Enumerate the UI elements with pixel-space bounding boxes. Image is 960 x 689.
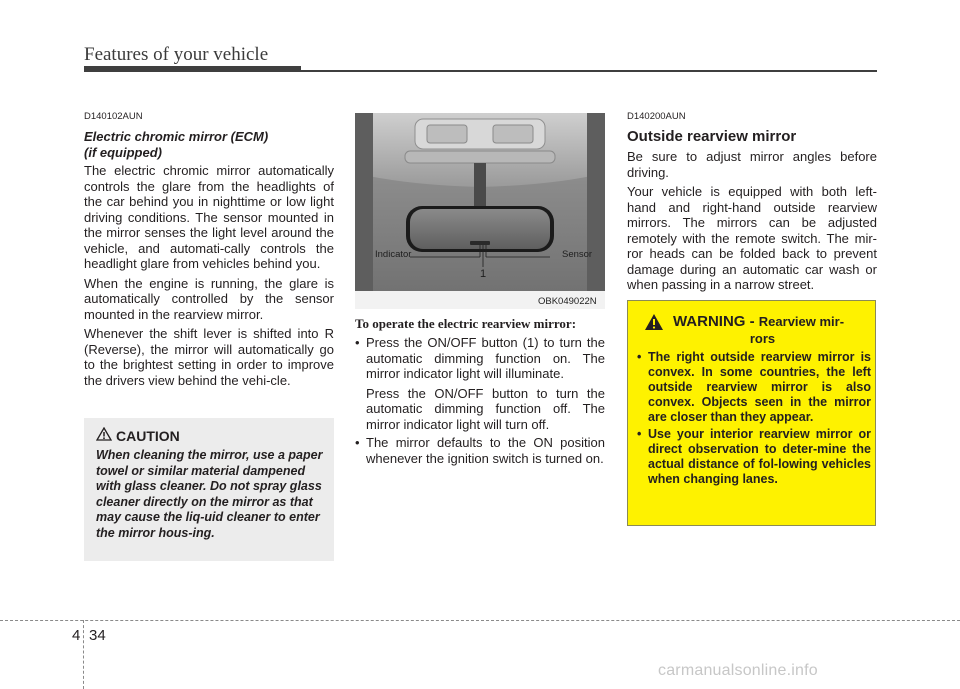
watermark: carmanualsonline.info bbox=[658, 662, 818, 679]
list-item bbox=[355, 335, 605, 432]
operation-list bbox=[355, 335, 605, 466]
warning-list bbox=[637, 350, 871, 489]
bullet-subtext: Press the ON/OFF button to turn the automatic dimming function off. The mirror indicator light will turn off. bbox=[366, 385, 605, 432]
paragraph: Your vehicle is equipped with both left-hand and right-hand outside rearview mirrors. The mirrors can be adjusted remotely with the remote switch. The mir-ror heads can be folded back to prevent damage during an automatic car wash or when passing in a narrow street. bbox=[627, 184, 877, 292]
paragraph: Whenever the shift lever is shifted into R (Reverse), the mirror will automatically go to the brightest setting in order to improve the drivers view behind the vehi-cle. bbox=[84, 326, 334, 388]
figure-code: OBK049022N bbox=[538, 296, 597, 307]
warning-title-topic: Rearview mir- bbox=[758, 314, 845, 329]
footer-divider bbox=[0, 620, 960, 621]
list-item bbox=[355, 435, 605, 466]
warning-title bbox=[628, 313, 877, 346]
mirror-figure bbox=[355, 113, 605, 309]
warning-box bbox=[627, 300, 876, 526]
section-title-line2: (if equipped) bbox=[84, 145, 162, 160]
left-column bbox=[84, 111, 334, 392]
warning-title-label: WARNING - bbox=[672, 313, 759, 330]
chapter-number: 4 bbox=[72, 627, 81, 644]
page-number: 34 bbox=[89, 627, 106, 644]
caution-box bbox=[84, 418, 334, 561]
section-code: D140200AUN bbox=[627, 111, 686, 122]
paragraph: The electric chromic mirror automatically controls the glare from the headlights of the car behind you in nighttime or low light driving conditions. The sensor mounted in the mirror senses the light level around the vehicle, and automati-cally controls the headlight glare from vehicles behind you. bbox=[84, 163, 334, 271]
section-code: D140102AUN bbox=[84, 111, 143, 122]
warning-title-topic-cont: rors bbox=[749, 331, 776, 346]
caution-triangle-icon bbox=[96, 427, 112, 441]
right-column bbox=[627, 111, 877, 297]
sensor-label: Sensor bbox=[562, 249, 593, 260]
paragraph: Be sure to adjust mirror angles before driving. bbox=[627, 149, 877, 180]
indicator-label: Indicator bbox=[375, 249, 412, 260]
middle-column bbox=[355, 316, 605, 469]
page-header-title: Features of your vehicle bbox=[84, 44, 269, 65]
button-number-label: 1 bbox=[480, 268, 487, 280]
header-bar-thin bbox=[301, 70, 877, 72]
header-bar-thick bbox=[84, 66, 301, 72]
caution-title: CAUTION bbox=[116, 428, 180, 444]
warning-item: • Use your interior rearview mirror or direct observation to deter-mine the actual distance of fol-lowing vehicles when changing lanes. bbox=[637, 427, 871, 487]
footer-vertical-divider bbox=[83, 620, 84, 689]
paragraph: When the engine is running, the glare is automatically controlled by the sensor mounted in the rearview mirror. bbox=[84, 275, 334, 322]
section-title-line1: Electric chromic mirror (ECM) bbox=[84, 129, 269, 144]
section-title: Outside rearview mirror bbox=[627, 128, 797, 145]
operation-title: To operate the electric rearview mirror: bbox=[355, 316, 577, 331]
caution-text: When cleaning the mirror, use a paper towel or similar material dampened with glass cleaner. Do not spray glass cleaner directly on the mirror as that may cause the liq-uid cleaner to enter the mirror hous-ing. bbox=[96, 448, 323, 540]
bullet-text: The mirror defaults to the ON position whenever the ignition switch is turned on. bbox=[366, 435, 605, 466]
bullet-text: Press the ON/OFF button (1) to turn the automatic dimming function on. The mirror indicator light will illuminate. bbox=[366, 335, 605, 381]
warning-item: • The right outside rearview mirror is convex. In some countries, the left outside rearview mirror is also convex. Objects seen in the mirror are closer than they appear. bbox=[637, 350, 871, 425]
